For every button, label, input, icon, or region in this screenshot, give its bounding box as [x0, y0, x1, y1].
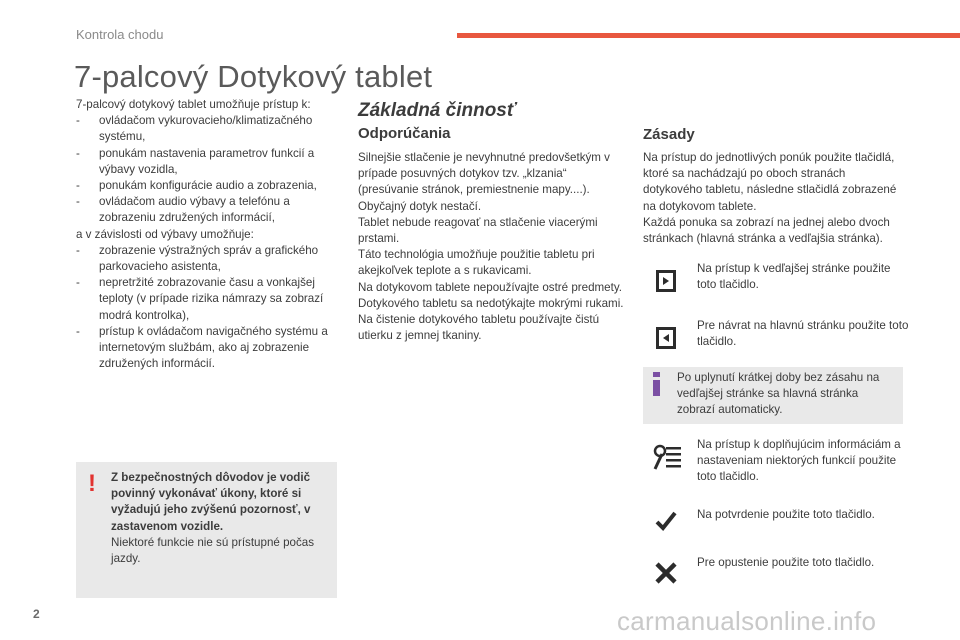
secondary-page-icon — [653, 268, 679, 294]
warning-bold-text: Z bezpečnostných dôvodov je vodič povinný vykonávať úkony, ktoré si vyžadujú jeho zvýšenú pozornosť, v zastavenom vozidle. — [111, 471, 311, 533]
main-page-text: Pre návrat na hlavnú stránku použite toto tlačidlo. — [697, 319, 909, 349]
settings-list-icon — [653, 444, 679, 470]
paragraph: Na čistenie dotykového tabletu používajte čistú utierku z jemnej tkaniny. — [358, 313, 600, 343]
checkmark-icon — [653, 508, 679, 534]
info-icon — [650, 372, 664, 396]
paragraph: Tablet nebude reagovať na stlačenie viacerými prstami. — [358, 215, 598, 246]
paragraph: Na prístup do jednotlivých ponúk použite tlačidlá, ktoré sa nachádzajú po oboch stranách dotykového tabletu, následne stlačidlá zobrazené na dotykovom tablete. — [643, 151, 897, 213]
intro-lead: 7-palcový dotykový tablet umožňuje prístup k: — [76, 98, 311, 111]
secondary-page-text: Na prístup k vedľajšej stránke použite toto tlačidlo. — [697, 262, 891, 292]
watermark: carmanualsonline.info — [617, 606, 877, 636]
list-item: - ovládačom vykurovacieho/klimatizačného systému, — [76, 113, 338, 145]
warning-note: Niektoré funkcie nie sú prístupné počas jazdy. — [111, 535, 315, 566]
recommendations-heading: Odporúčania — [358, 125, 451, 142]
intro-list-2 — [76, 243, 338, 373]
warning-icon: ! — [88, 470, 96, 497]
list-item: - prístup k ovládačom navigačného systému a internetovým službám, ako aj zobrazenie združených informácií. — [76, 324, 338, 373]
principles-heading: Zásady — [643, 126, 695, 143]
paragraph: Táto technológia umožňuje použitie tabletu pri akejkoľvek teplote a s rukavicami. — [358, 248, 595, 278]
recommendations-text — [358, 150, 626, 344]
paragraph: Silnejšie stlačenie je nevyhnutné predovšetkým v prípade posuvných dotykov tzv. „klzania“ (presúvanie stránok, premiestnenie mapy....). Obyčajný dotyk nestačí. — [358, 151, 610, 213]
principles-text — [643, 150, 907, 247]
list-item: - ponukám konfigurácie audio a zobrazenia, — [76, 178, 338, 194]
page-title: 7-palcový Dotykový tablet — [74, 59, 433, 94]
safety-warning-text — [111, 470, 333, 567]
page-number: 2 — [33, 607, 40, 621]
list-item: - ponukám nastavenia parametrov funkcií a výbavy vozidla, — [76, 146, 338, 178]
paragraph: Na dotykovom tablete nepoužívajte ostré predmety. — [358, 280, 623, 294]
confirm-text: Na potvrdenie použite toto tlačidlo. — [697, 508, 875, 521]
intro-list — [76, 113, 338, 226]
intro-lead-2: a v závislosti od výbavy umožňuje: — [76, 227, 254, 241]
more-info-text: Na prístup k doplňujúcim informáciám a nastaveniam niektorých funkcií použite toto tlačidlo. — [697, 438, 901, 484]
section-heading: Základná činnosť — [358, 100, 516, 121]
paragraph: Každá ponuka sa zobrazí na jednej alebo dvoch stránkach (hlavná stránka a vedľajšia stránka). — [643, 215, 890, 246]
header-accent-rule — [457, 33, 960, 38]
section-header: Kontrola chodu — [76, 27, 164, 42]
intro-column — [76, 97, 338, 372]
paragraph: Dotykového tabletu sa nedotýkajte mokrými rukami. — [358, 296, 624, 310]
list-item: - zobrazenie výstražných správ a grafického parkovacieho asistenta, — [76, 243, 338, 275]
list-item: - nepretržité zobrazovanie času a vonkajšej teploty (v prípade rizika námrazy sa zobrazí modrá kontrolka), — [76, 275, 338, 324]
close-icon — [653, 560, 679, 586]
quit-text: Pre opustenie použite toto tlačidlo. — [697, 556, 875, 569]
info-note-text: Po uplynutí krátkej doby bez zásahu na vedľajšej stránke sa hlavná stránka zobrazí automaticky. — [677, 371, 880, 417]
list-item: - ovládačom audio výbavy a telefónu a zobrazeniu združených informácií, — [76, 194, 338, 226]
main-page-icon — [653, 325, 679, 351]
